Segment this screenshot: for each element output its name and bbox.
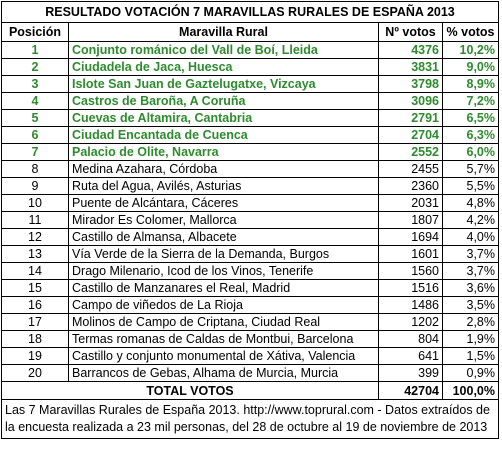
row-pct: 3,7% — [443, 263, 499, 280]
total-votes: 42704 — [379, 382, 443, 400]
row-pct: 5,7% — [443, 161, 499, 178]
header-position: Posición — [2, 23, 69, 42]
table-row — [2, 212, 499, 229]
row-position: 11 — [2, 212, 69, 229]
note-row — [2, 400, 499, 439]
table-row — [2, 110, 499, 127]
row-votes: 2455 — [379, 161, 443, 178]
row-votes: 3831 — [379, 59, 443, 76]
table-row — [2, 76, 499, 93]
row-pct: 6,5% — [443, 110, 499, 127]
table-row — [2, 297, 499, 314]
row-pct: 4,2% — [443, 212, 499, 229]
row-votes: 1202 — [379, 314, 443, 331]
row-votes: 1486 — [379, 297, 443, 314]
row-position: 14 — [2, 263, 69, 280]
row-pct: 2,8% — [443, 314, 499, 331]
results-table — [1, 1, 499, 439]
row-name: Palacio de Olite, Navarra — [69, 144, 379, 161]
source-note: Las 7 Maravillas Rurales de España 2013. http://www.toprural.com - Datos extraídos de la encuesta realizada a 23 mil personas, del 28 de octubre al 19 de noviembre de 2013 — [2, 400, 499, 439]
row-name: Cuevas de Altamira, Cantabria — [69, 110, 379, 127]
row-pct: 3,7% — [443, 246, 499, 263]
table-row — [2, 195, 499, 212]
table-row — [2, 127, 499, 144]
row-votes: 4376 — [379, 42, 443, 59]
table-row — [2, 280, 499, 297]
row-votes: 2704 — [379, 127, 443, 144]
title-row — [2, 2, 499, 23]
row-position: 8 — [2, 161, 69, 178]
row-votes: 2552 — [379, 144, 443, 161]
header-votes: Nº votos — [379, 23, 443, 42]
table-row — [2, 229, 499, 246]
row-position: 17 — [2, 314, 69, 331]
row-pct: 9,0% — [443, 59, 499, 76]
table-row — [2, 178, 499, 195]
row-position: 5 — [2, 110, 69, 127]
row-name: Castillo de Manzanares el Real, Madrid — [69, 280, 379, 297]
row-position: 18 — [2, 331, 69, 348]
row-pct: 0,9% — [443, 365, 499, 382]
row-votes: 3096 — [379, 93, 443, 110]
table-row — [2, 59, 499, 76]
row-votes: 2791 — [379, 110, 443, 127]
row-position: 3 — [2, 76, 69, 93]
header-pct: % votos — [443, 23, 499, 42]
row-pct: 10,2% — [443, 42, 499, 59]
row-position: 7 — [2, 144, 69, 161]
row-pct: 4,0% — [443, 229, 499, 246]
row-name: Castillo y conjunto monumental de Xátiva, Valencia — [69, 348, 379, 365]
total-pct: 100,0% — [443, 382, 499, 400]
row-votes: 804 — [379, 331, 443, 348]
row-position: 13 — [2, 246, 69, 263]
row-name: Campo de viñedos de La Rioja — [69, 297, 379, 314]
row-votes: 3798 — [379, 76, 443, 93]
row-name: Castros de Baroña, A Coruña — [69, 93, 379, 110]
row-name: Drago Milenario, Icod de los Vinos, Tenerife — [69, 263, 379, 280]
row-pct: 4,8% — [443, 195, 499, 212]
row-position: 9 — [2, 178, 69, 195]
row-votes: 399 — [379, 365, 443, 382]
row-name: Medina Azahara, Córdoba — [69, 161, 379, 178]
total-row — [2, 382, 499, 400]
table-row — [2, 93, 499, 110]
table-row — [2, 246, 499, 263]
table-title: RESULTADO VOTACIÓN 7 MARAVILLAS RURALES DE ESPAÑA 2013 — [2, 2, 499, 23]
row-position: 10 — [2, 195, 69, 212]
row-pct: 6,3% — [443, 127, 499, 144]
table-row — [2, 144, 499, 161]
row-name: Molinos de Campo de Criptana, Ciudad Real — [69, 314, 379, 331]
table-row — [2, 161, 499, 178]
row-name: Ciudad Encantada de Cuenca — [69, 127, 379, 144]
row-pct: 1,9% — [443, 331, 499, 348]
row-position: 19 — [2, 348, 69, 365]
row-pct: 7,2% — [443, 93, 499, 110]
table-row — [2, 42, 499, 59]
row-votes: 1560 — [379, 263, 443, 280]
row-position: 15 — [2, 280, 69, 297]
table-row — [2, 314, 499, 331]
row-name: Mirador Es Colomer, Mallorca — [69, 212, 379, 229]
row-votes: 1601 — [379, 246, 443, 263]
row-name: Barrancos de Gebas, Alhama de Murcia, Murcia — [69, 365, 379, 382]
row-votes: 1516 — [379, 280, 443, 297]
row-pct: 5,5% — [443, 178, 499, 195]
row-name: Termas romanas de Caldas de Montbui, Barcelona — [69, 331, 379, 348]
total-label: TOTAL VOTOS — [2, 382, 379, 400]
table-row — [2, 365, 499, 382]
row-name: Conjunto románico del Vall de Boí, Lleida — [69, 42, 379, 59]
row-votes: 1807 — [379, 212, 443, 229]
row-pct: 3,5% — [443, 297, 499, 314]
table-row — [2, 348, 499, 365]
table-row — [2, 263, 499, 280]
row-name: Ruta del Agua, Avilés, Asturias — [69, 178, 379, 195]
row-name: Castillo de Almansa, Albacete — [69, 229, 379, 246]
row-position: 16 — [2, 297, 69, 314]
row-name: Ciudadela de Jaca, Huesca — [69, 59, 379, 76]
row-votes: 1694 — [379, 229, 443, 246]
row-position: 6 — [2, 127, 69, 144]
row-votes: 641 — [379, 348, 443, 365]
row-position: 12 — [2, 229, 69, 246]
row-name: Puente de Alcántara, Cáceres — [69, 195, 379, 212]
row-position: 4 — [2, 93, 69, 110]
row-votes: 2360 — [379, 178, 443, 195]
row-name: Islote San Juan de Gaztelugatxe, Vizcaya — [69, 76, 379, 93]
header-row — [2, 23, 499, 42]
row-pct: 1,5% — [443, 348, 499, 365]
header-name: Maravilla Rural — [69, 23, 379, 42]
row-pct: 6,0% — [443, 144, 499, 161]
row-name: Vía Verde de la Sierra de la Demanda, Burgos — [69, 246, 379, 263]
row-position: 20 — [2, 365, 69, 382]
row-pct: 3,6% — [443, 280, 499, 297]
row-votes: 2031 — [379, 195, 443, 212]
table-row — [2, 331, 499, 348]
row-position: 1 — [2, 42, 69, 59]
row-position: 2 — [2, 59, 69, 76]
row-pct: 8,9% — [443, 76, 499, 93]
